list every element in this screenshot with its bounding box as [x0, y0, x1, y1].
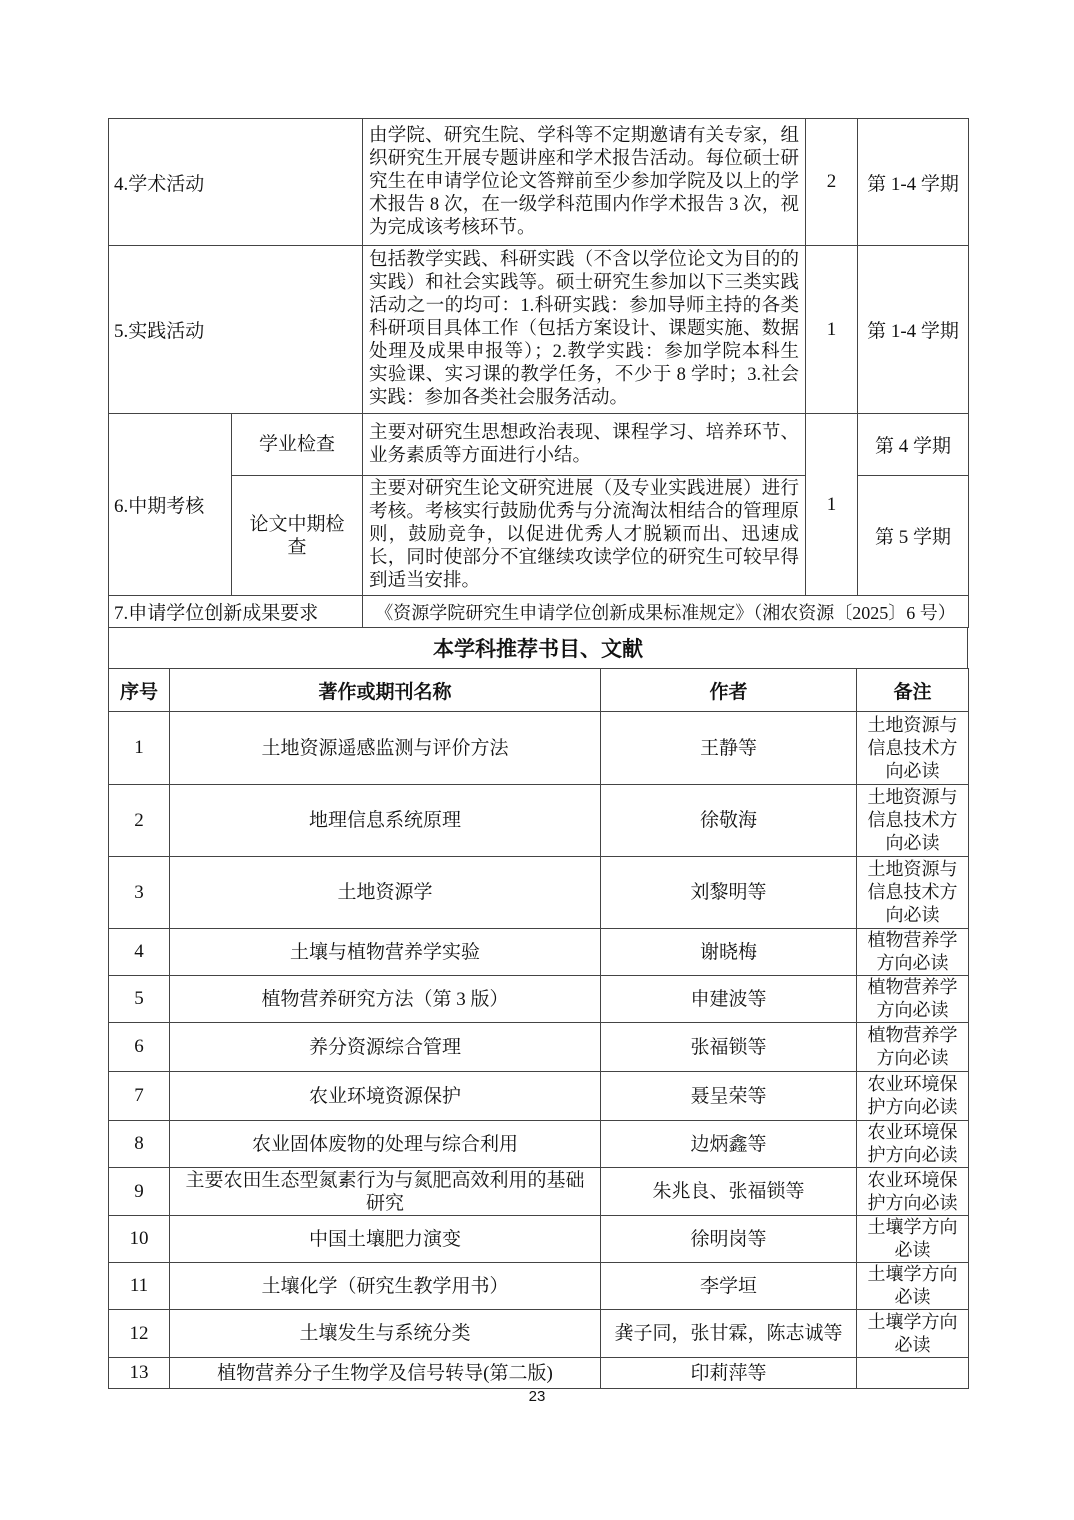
book-remark: 农业环境保护方向必读: [857, 1168, 969, 1216]
book-index: 6: [109, 1023, 170, 1072]
book-remark: 植物营养学方向必读: [857, 976, 969, 1023]
book-title: 地理信息系统原理: [170, 785, 601, 857]
book-author: 龚子同，张甘霖，陈志诚等: [601, 1310, 857, 1358]
book-title: 植物营养分子生物学及信号转导(第二版): [170, 1358, 601, 1389]
book-remark: [857, 1358, 969, 1389]
book-index: 9: [109, 1168, 170, 1216]
activity-label: 6.中期考核: [109, 414, 232, 596]
sub-activity-label: 论文中期检查: [232, 476, 363, 596]
table-row: [109, 1310, 969, 1358]
activity-description: 包括教学实践、科研实践（不含以学位论文为目的的实践）和社会实践等。硕士研究生参加以下三类实践活动之一的均可：1.科研实践：参加导师主持的各类科研项目具体工作（包括方案设计、课题实施、数据处理及成果申报等）；2.教学实践：参加学院本科生实验课、实习课的教学任务，不少于 8 学时；3.社会实践：参加各类社会服务活动。: [363, 246, 806, 414]
page-content: [108, 118, 968, 1389]
book-author: 李学垣: [601, 1263, 857, 1310]
book-title: 土壤化学（研究生教学用书）: [170, 1263, 601, 1310]
book-remark: 植物营养学方向必读: [857, 1023, 969, 1072]
book-remark: 土壤学方向必读: [857, 1310, 969, 1358]
training-row-practice: [109, 246, 969, 414]
book-remark: 土壤学方向必读: [857, 1216, 969, 1263]
book-index: 10: [109, 1216, 170, 1263]
table-row: [109, 1216, 969, 1263]
book-author: 印莉萍等: [601, 1358, 857, 1389]
column-header-author: 作者: [601, 669, 857, 712]
book-index: 2: [109, 785, 170, 857]
book-author: 申建波等: [601, 976, 857, 1023]
semester-value: 第 1-4 学期: [858, 119, 969, 246]
book-remark: 农业环境保护方向必读: [857, 1072, 969, 1121]
book-title: 主要农田生态型氮素行为与氮肥高效利用的基础研究: [170, 1168, 601, 1216]
book-author: 聂呈荣等: [601, 1072, 857, 1121]
page-number: 23: [528, 1388, 546, 1405]
book-author: 张福锁等: [601, 1023, 857, 1072]
semester-value: 第 4 学期: [858, 414, 969, 476]
book-author: 谢晓梅: [601, 929, 857, 976]
training-table: [108, 118, 969, 628]
table-row: [109, 929, 969, 976]
activity-label: 7.申请学位创新成果要求: [109, 596, 363, 628]
book-remark: 农业环境保护方向必读: [857, 1121, 969, 1168]
credit-value: 2: [806, 119, 858, 246]
book-title: 土壤发生与系统分类: [170, 1310, 601, 1358]
table-row: [109, 712, 969, 785]
activity-label: 4.学术活动: [109, 119, 363, 246]
table-row: [109, 1023, 969, 1072]
semester-value: 第 5 学期: [858, 476, 969, 596]
book-remark: 土地资源与信息技术方向必读: [857, 712, 969, 785]
table-row: [109, 1072, 969, 1121]
book-title: 土地资源学: [170, 857, 601, 929]
reading-list-title: 本学科推荐书目、文献: [108, 627, 968, 669]
book-title: 养分资源综合管理: [170, 1023, 601, 1072]
activity-label: 5.实践活动: [109, 246, 363, 414]
book-author: 刘黎明等: [601, 857, 857, 929]
book-title: 植物营养研究方法（第 3 版）: [170, 976, 601, 1023]
book-index: 11: [109, 1263, 170, 1310]
book-author: 徐明岗等: [601, 1216, 857, 1263]
book-index: 4: [109, 929, 170, 976]
book-title: 中国土壤肥力演变: [170, 1216, 601, 1263]
table-row: [109, 1168, 969, 1216]
book-author: 边炳鑫等: [601, 1121, 857, 1168]
table-row: [109, 1263, 969, 1310]
column-header-index: 序号: [109, 669, 170, 712]
activity-description: 由学院、研究生院、学科等不定期邀请有关专家，组织研究生开展专题讲座和学术报告活动。每位硕士研究生在申请学位论文答辩前至少参加学院及以上的学术报告 8 次，在一级学科范围内作学术报告 3 次，视为完成该考核环节。: [363, 119, 806, 246]
activity-description: 主要对研究生论文研究进展（及专业实践进展）进行考核。考核实行鼓励优秀与分流淘汰相结合的管理原则，鼓励竞争，以促进优秀人才脱颖而出、迅速成长，同时使部分不宜继续攻读学位的研究生可较早得到适当安排。: [363, 476, 806, 596]
book-index: 7: [109, 1072, 170, 1121]
table-row: [109, 785, 969, 857]
table-row: [109, 1121, 969, 1168]
book-title: 土地资源遥感监测与评价方法: [170, 712, 601, 785]
book-author: 朱兆良、张福锁等: [601, 1168, 857, 1216]
training-row-midterm-study-check: [109, 414, 969, 476]
book-author: 王静等: [601, 712, 857, 785]
innovation-requirement-value: 《资源学院研究生申请学位创新成果标准规定》（湘农资源〔2025〕6 号）: [363, 596, 969, 628]
sub-activity-label: 学业检查: [232, 414, 363, 476]
book-remark: 土壤学方向必读: [857, 1263, 969, 1310]
table-row: [109, 857, 969, 929]
book-index: 13: [109, 1358, 170, 1389]
book-title: 农业固体废物的处理与综合利用: [170, 1121, 601, 1168]
semester-value: 第 1-4 学期: [858, 246, 969, 414]
book-remark: 土地资源与信息技术方向必读: [857, 785, 969, 857]
reading-list-header-row: [109, 669, 969, 712]
book-title: 土壤与植物营养学实验: [170, 929, 601, 976]
book-index: 8: [109, 1121, 170, 1168]
training-row-innovation-requirement: [109, 596, 969, 628]
credit-value: 1: [806, 246, 858, 414]
reading-list-table: [108, 668, 969, 1389]
credit-value: 1: [806, 414, 858, 596]
book-remark: 植物营养学方向必读: [857, 929, 969, 976]
table-row: [109, 976, 969, 1023]
book-index: 3: [109, 857, 170, 929]
book-remark: 土地资源与信息技术方向必读: [857, 857, 969, 929]
table-row: [109, 1358, 969, 1389]
book-title: 农业环境资源保护: [170, 1072, 601, 1121]
book-index: 5: [109, 976, 170, 1023]
column-header-title: 著作或期刊名称: [170, 669, 601, 712]
activity-description: 主要对研究生思想政治表现、课程学习、培养环节、业务素质等方面进行小结。: [363, 414, 806, 476]
column-header-remark: 备注: [857, 669, 969, 712]
training-row-academic: [109, 119, 969, 246]
book-index: 12: [109, 1310, 170, 1358]
book-index: 1: [109, 712, 170, 785]
book-author: 徐敬海: [601, 785, 857, 857]
